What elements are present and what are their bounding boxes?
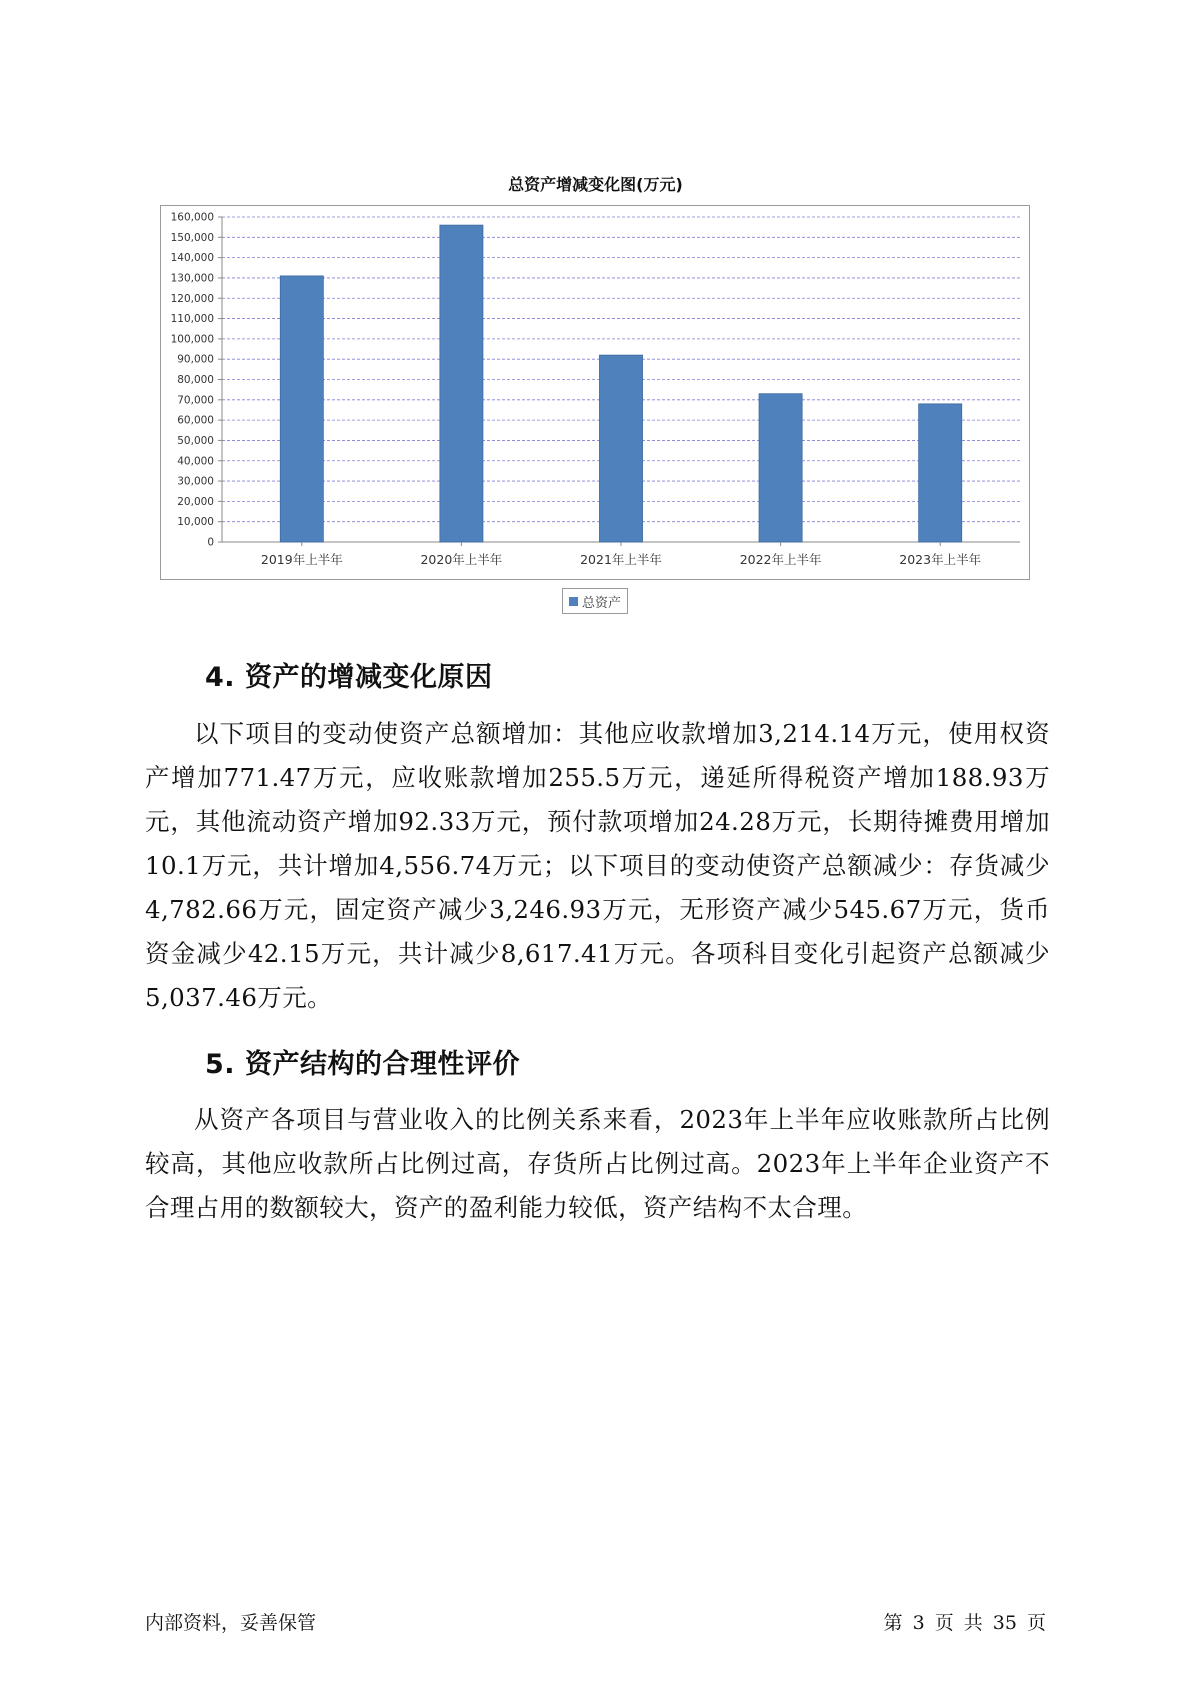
bar-1 xyxy=(280,276,323,542)
x-tick-label: 2021年上半年 xyxy=(580,552,662,567)
y-tick-label: 90,000 xyxy=(177,353,214,366)
y-tick-label: 100,000 xyxy=(170,333,214,346)
y-tick-label: 50,000 xyxy=(177,434,214,447)
bar-2 xyxy=(440,225,483,542)
y-tick-label: 70,000 xyxy=(177,394,214,407)
section-heading-structure-evaluation: 5. 资产结构的合理性评价 xyxy=(205,1049,520,1080)
total-assets-bar-chart xyxy=(160,205,1030,580)
asset-change-reasons-paragraph: 以下项目的变动使资产总额增加：其他应收款增加3,214.14万元，使用权资产增加771.47万元，应收账款增加255.5万元，递延所得税资产增加188.93万元，其他流动资产增加92.33万元，预付款项增加24.28万元，长期待摊费用增加10.1万元，共计增加4,556.74万元；以下项目的变动使资产总额减少：存货减少4,782.66万元，固定资产减少3,246.93万元，无形资产减少545.67万元，货币资金减少42.15万元，共计减少8,617.41万元。各项科目变化引起资产总额减少5,037.46万元。 xyxy=(145,719,1050,1012)
bar-3 xyxy=(599,355,642,542)
y-tick-label: 40,000 xyxy=(177,455,214,468)
section-heading-asset-change-reasons: 4. 资产的增减变化原因 xyxy=(205,662,493,693)
chart-legend xyxy=(562,588,628,614)
y-tick-label: 150,000 xyxy=(170,231,214,244)
x-tick-label: 2019年上半年 xyxy=(260,552,343,567)
y-tick-label: 20,000 xyxy=(177,495,214,508)
chart-title: 总资产增减变化图(万元) xyxy=(508,175,683,194)
y-tick-label: 80,000 xyxy=(177,374,214,386)
y-tick-label: 30,000 xyxy=(177,475,214,488)
y-tick-label: 130,000 xyxy=(170,272,214,285)
y-tick-label: 160,000 xyxy=(170,211,214,224)
y-tick-label: 110,000 xyxy=(170,313,214,326)
x-tick-label: 2020年上半年 xyxy=(420,552,503,567)
y-tick-label: 140,000 xyxy=(170,252,214,265)
x-tick-label: 2023年上半年 xyxy=(899,552,982,567)
footer-page-number: 第 3 页 共 35 页 xyxy=(883,1612,1046,1634)
y-tick-label: 0 xyxy=(207,536,214,549)
y-tick-label: 10,000 xyxy=(177,516,214,529)
structure-evaluation-paragraph: 从资产各项目与营业收入的比例关系来看，2023年上半年应收账款所占比例较高，其他应收款所占比例过高，存货所占比例过高。2023年上半年企业资产不合理占用的数额较大，资产的盈利能力较低，资产结构不太合理。 xyxy=(145,1105,1050,1222)
bar-5 xyxy=(919,404,962,542)
y-tick-label: 120,000 xyxy=(170,292,214,305)
bar-4 xyxy=(759,394,802,542)
y-tick-label: 60,000 xyxy=(177,414,214,427)
legend-label: 总资产 xyxy=(582,595,622,611)
legend-swatch xyxy=(569,597,578,606)
x-tick-label: 2022年上半年 xyxy=(739,552,822,567)
footer-confidential-note: 内部资料，妥善保管 xyxy=(145,1612,317,1634)
